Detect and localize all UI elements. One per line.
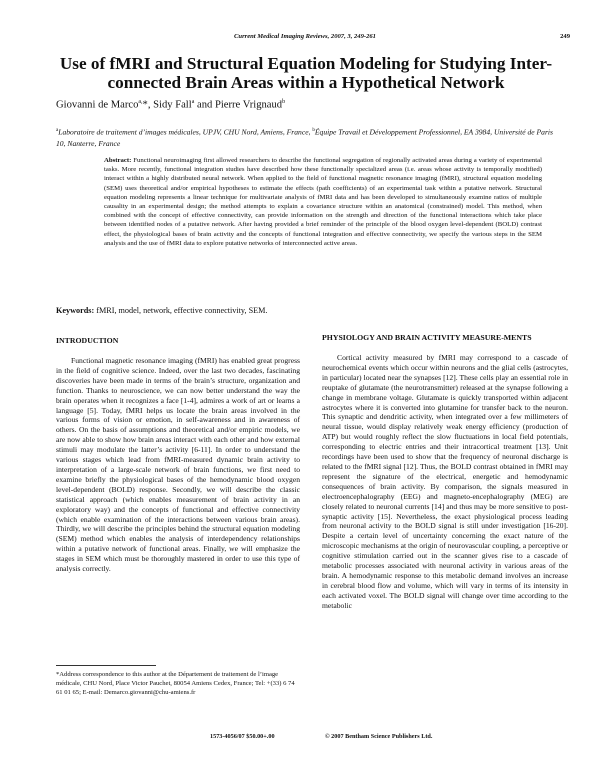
author-name: Sidy Fall	[153, 99, 192, 111]
author-affil-mark: b	[282, 99, 286, 105]
affil-mark: a	[56, 128, 59, 133]
right-column	[322, 333, 568, 611]
page-footer	[210, 733, 433, 740]
author-separator: and	[194, 99, 215, 111]
section-heading-physiology: PHYSIOLOGY AND BRAIN ACTIVITY MEASURE-MENTS	[322, 333, 532, 342]
abstract	[104, 156, 542, 248]
keywords-text: fMRI, model, network, effective connectivity, SEM.	[96, 306, 268, 315]
left-column	[56, 336, 300, 574]
author-name: Giovanni de Marco	[56, 99, 139, 111]
author-affil-mark: a,	[138, 99, 143, 105]
affiliation-a: Laboratoire de traitement d’images médicales, UPJV, CHU Nord, Amiens, France,	[58, 127, 313, 137]
affiliation-b: Équipe Travail et Développement Professionnel, EA 3984, Université de Paris 10, Nanterre, France	[56, 127, 553, 148]
journal-citation: Current Medical Imaging Reviews, 2007, 3, 249-261	[234, 33, 376, 40]
physiology-paragraph: Cortical activity measured by fMRI may correspond to a cascade of neurochemical events which occur within neurons and the glial cells (astrocytes, in particular) located near the synapses [12]. These cells play an essential role in reuptake of glutamate (the neurotransmitter) released at the synapse following a change in membrane voltage. Glutamate is quickly transported within adjacent astrocytes where it is converted into glutamine for transfer back to the neuron. This synaptic and dendritic activity, when integrated over a few millimeters of neural tissue, would display relatively weak energy efficiency (production of ATP) but would roughly reflect the slow fluctuations in local field potentials, corresponding to electric entries and their intracortical treatment [13]. Unit recordings have been used to show that the frequency of neuronal discharge is related to the fMRI signal [12]. Thus, the BOLD contrast obtained in fMRI may represent the signature of the electrical, energetic and hemodynamic consequences of brain activity. By comparison, the signals measured in electroencephalography (EEG) and magneto-encephalography (MEG) are closely related to neuronal currents [14] and thus may be more sensitive to post-synaptic activity [15]. Nevertheless, the exact physiological process leading from neuronal activity to the BOLD signal is still under investigation [16-20]. Despite a certain level of uncertainty concerning the exact nature of the microscopic mechanisms at the origin of neurovascular coupling, a perceptive or cognitive stimulation carried out in the scanner gives rise to a cascade of metabolic processes associated with neuronal activity in various areas of the brain. A hemodynamic response to this metabolic demand involves an increase in cerebral blood flow and volume, which will vary in terms of its intensity in each activated voxel. The BOLD signal will change over time according to the metabolic	[322, 353, 568, 610]
issn-price: 1573-4056/07 $50.00+.00	[210, 733, 275, 740]
copyright: © 2007 Bentham Science Publishers Ltd.	[325, 733, 433, 740]
author-separator: ,	[147, 99, 154, 111]
keywords	[56, 306, 267, 315]
author-list	[56, 99, 285, 111]
author-affil-mark: a	[191, 99, 195, 105]
keywords-label: Keywords:	[56, 306, 95, 315]
footnote-divider	[56, 665, 156, 666]
affil-mark: b	[312, 128, 315, 133]
page-number: 249	[560, 33, 570, 40]
author-name: Pierre Vrignaud	[214, 99, 283, 111]
section-heading-introduction: INTRODUCTION	[56, 336, 119, 345]
introduction-paragraph: Functional magnetic resonance imaging (fMRI) has enabled great progress in the field of cognitive science. Indeed, over the last two decades, fascinating discoveries have been made in terms of the brain’s structure, organization and function. Thanks to neuroscience, we can now better understand the way the brain operates when it recognizes a face [1-4], admires a work of art or learns a language [5]. Today, fMRI helps us locate the brain areas involved in the various forms of vision or emotion, in self-awareness and in awareness of others. On the basis of assumptions and theoretical and/or empiric models, we are now able to show how brain areas interact with each other and how external stimuli may modulate the latter’s activity [6-11]. In order to understand the various stages which lead from fMRI-measured dynamic brain activity to interpretation of a large-scale network of brain functions, we first need to examine briefly the physiological bases of the hemodynamic blood oxygen level-dependent (BOLD) response. Secondly, we will describe the classic statistical approach (which enables measurement of brain activity in an exploratory way) and the concepts of functional and effective connectivity (which enable examination of the interactions between various brain areas). Thirdly, we will describe the principles behind the structural equation modeling (SEM) method which enables the analysis of interdependency relationships within a putative network of functional areas. Finally, we will emphasize the stages in SEM which must be thoroughly mastered in order to use this type of analysis correctly.	[56, 356, 300, 574]
abstract-text: Functional neuroimaging first allowed researchers to describe the functional segregation of regionally activated areas during a variety of experimental tasks. More recently, functional integration studies have described how these functionally specialized areas (i.e. areas whose activity is temporally modified) interact within a highly distributed neural network. When applied to the field of functional magnetic resonance imaging (fMRI), structural equation modeling (SEM) uses theoretical and/or empirical hypotheses to estimate the effects (path coefficients) of an experimental task within a putative network. Structural equation modeling represents a linear technique for multivariate analysis of fMRI data and has been developed to simultaneously examine ratios of multiple causality in an experimental design; the method attempts to explain a covariance structure within an anatomical (constrained) model. This method, when combined with the concept of effective connectivity, can provide information on the strength and direction of the functional interactions which take place between identified nodes of a putative network. After having provided a brief reminder of the principle of the blood oxygen level-dependent (BOLD) contrast effect, the physiological bases of brain activity and the concepts of functional integration and effective connectivity, we specify the various steps in the SEM analysis and the use of fMRI data to explore putative networks of interconnected active areas.	[104, 157, 542, 247]
correspondence-footnote: *Address correspondence to this author at the Département de traitement de l’image médicale, CHU Nord, Place Victor Pauchet, 80054 Amiens Cedex, France; Tel: +(33) 6 74 61 01 65; E-mail: Demarco.giovanni@chu-amiens.fr	[56, 671, 295, 696]
article-title: Use of fMRI and Structural Equation Modeling for Studying Inter-connected Brain Areas within a Hypothetical Network	[59, 54, 553, 92]
corresponding-mark: *	[142, 99, 148, 111]
affiliations	[56, 125, 561, 149]
abstract-label: Abstract:	[104, 157, 132, 164]
